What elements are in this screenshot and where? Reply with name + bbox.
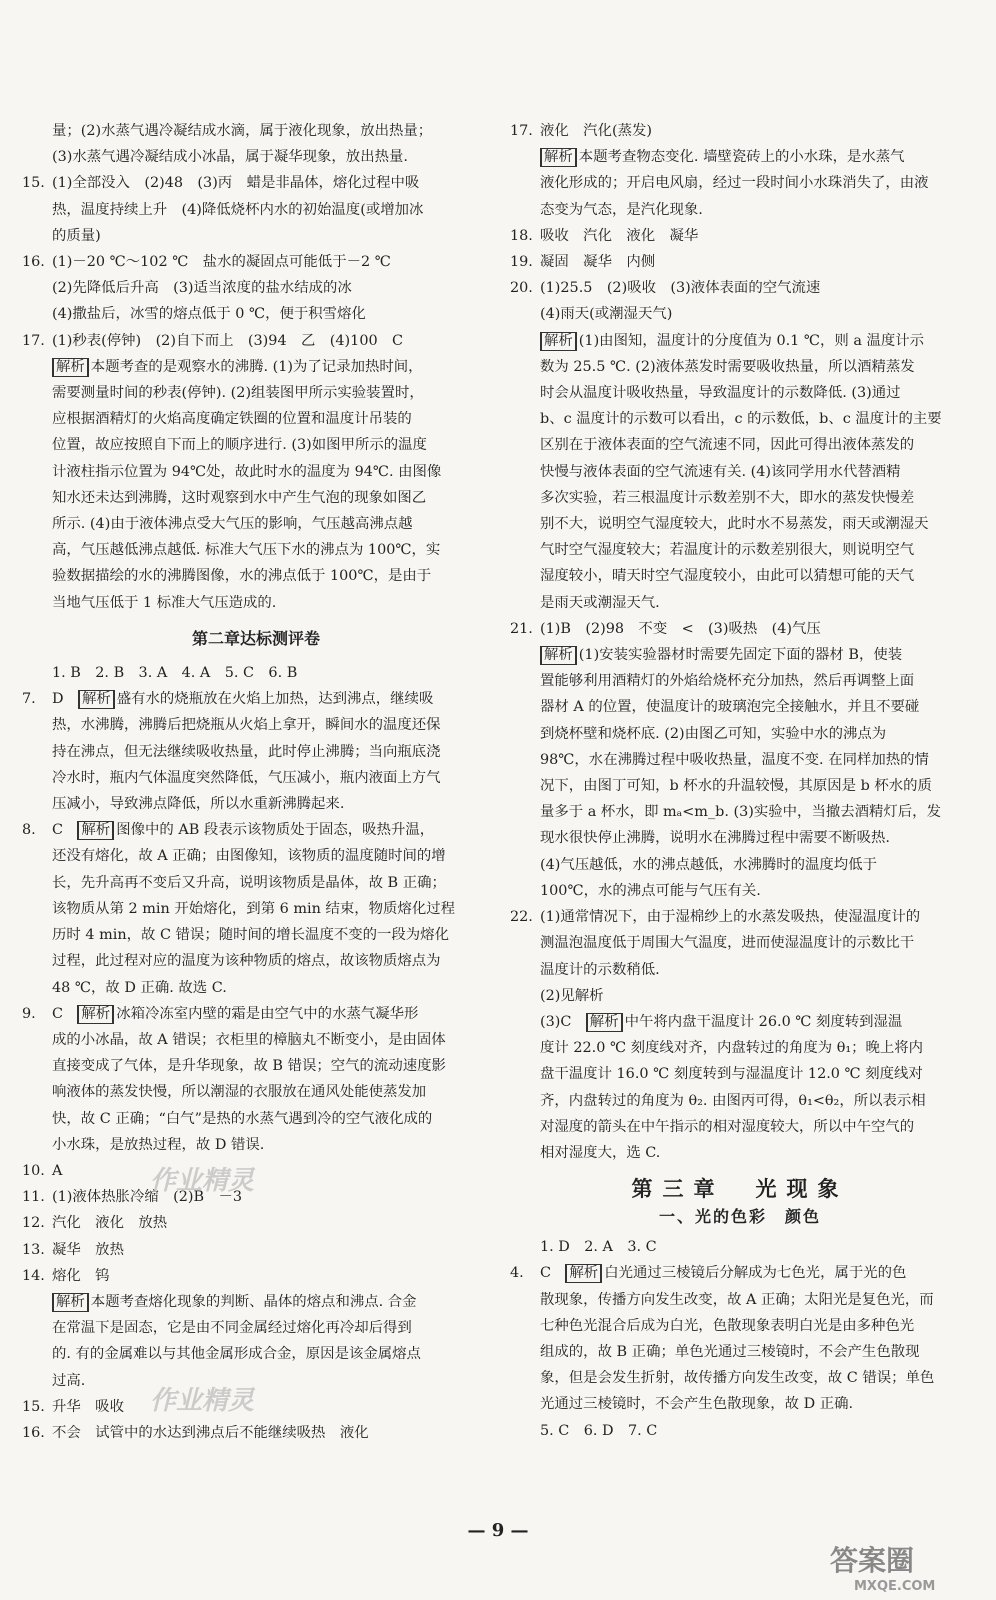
line-text: (1)B (2)98 不变 < (3)吸热 (4)气压 — [540, 620, 821, 637]
line-text: 是雨天或潮湿天气. — [540, 594, 660, 611]
line-text: 齐，内盘转过的角度为 θ₂. 由图丙可得，θ₁<θ₂，所以表示相 — [540, 1092, 926, 1109]
line-text: 置能够利用酒精灯的外焰给烧杯充分加热，然后再调整上面 — [540, 673, 915, 690]
answer-line — [540, 459, 970, 485]
answer-line — [540, 563, 970, 589]
answer-line — [52, 432, 490, 458]
answer-entry — [22, 249, 490, 328]
answer-line — [52, 1210, 490, 1236]
answer-line — [52, 485, 490, 511]
question-number: 14. — [22, 1267, 45, 1284]
answer-entry — [22, 328, 490, 354]
analysis-tag: 解析 — [540, 332, 577, 351]
answer-line — [52, 197, 490, 223]
line-text: 过高. — [52, 1372, 86, 1389]
question-number: 9. — [22, 1005, 36, 1022]
line-text: 盘干温度计 16.0 ℃ 刻度转到与湿温度计 12.0 ℃ 刻度线对 — [540, 1066, 923, 1083]
answer-entry — [510, 904, 970, 1009]
answer-line — [540, 1313, 970, 1339]
answer-entry — [510, 118, 970, 144]
line-text: 时会从温度计吸收热量，导致温度计的示数降低. (3)通过 — [540, 385, 901, 402]
answer-entry — [510, 223, 970, 249]
line-text: 吸收 汽化 液化 凝华 — [540, 227, 699, 244]
line-text: 应根据酒精灯的火焰高度确定铁圈的位置和温度计吊装的 — [52, 411, 412, 428]
answer-entry — [510, 249, 970, 275]
line-text: 计液柱指示位置为 94℃处，故此时水的温度为 94℃. 由图像 — [52, 463, 442, 480]
answer-line — [540, 301, 970, 327]
line-text: (1)全部没入 (2)48 (3)丙 蜡是非晶体，熔化过程中吸 — [52, 175, 420, 192]
question-number: 16. — [22, 254, 45, 271]
answer-line — [52, 459, 490, 485]
site-logo — [822, 1540, 982, 1596]
answer-line — [540, 406, 970, 432]
answer-line — [52, 511, 490, 537]
answer-line — [540, 1114, 970, 1140]
answer-line — [540, 1287, 970, 1313]
answer-line — [52, 301, 490, 327]
answer-entry — [22, 660, 490, 686]
line-text: 盛有水的烧瓶放在火焰上加热，达到沸点，继续吸 — [116, 691, 434, 708]
answer-line — [52, 739, 490, 765]
line-text: 本题考查物态变化. 墙壁瓷砖上的小水珠，是水蒸气 — [578, 149, 905, 166]
question-number: 17. — [510, 123, 533, 139]
answer-line — [540, 249, 970, 275]
line-text: 验数据描绘的水的沸腾图像，水的沸点低于 100℃，是由于 — [52, 568, 432, 585]
line-text: 态变为气态，是汽化现象. — [540, 201, 703, 218]
answer-line — [52, 354, 490, 380]
answer-choice: C — [52, 822, 78, 839]
line-text: 的. 有的金属难以与其他金属形成合金，原因是该金属熔点 — [52, 1346, 421, 1363]
answer-entry — [22, 1001, 490, 1158]
line-text: 98℃，水在沸腾过程中吸收热量，温度不变. 在同样加热的情 — [540, 751, 929, 768]
line-text: (4)撒盐后，冰雪的熔点低于 0 ℃，便于积雪熔化 — [52, 306, 366, 323]
answer-line — [52, 144, 490, 170]
line-text: (1)由图知，温度计的分度值为 0.1 ℃，则 a 温度计示 — [578, 332, 925, 349]
line-text: 中午将内盘干温度计 26.0 ℃ 刻度转到湿温 — [624, 1013, 903, 1030]
answer-line — [540, 1339, 970, 1365]
answer-entry — [22, 1289, 490, 1394]
line-text: 热，温度持续上升 (4)降低烧杯内水的初始温度(或增加冰 — [52, 201, 424, 218]
answer-entry — [22, 1263, 490, 1289]
question-number: 22. — [510, 909, 533, 926]
question-number: 8. — [22, 822, 36, 839]
answer-line — [52, 712, 490, 738]
line-text: 5. C 6. D 7. C — [540, 1422, 658, 1439]
line-text: 升华 吸收 — [52, 1398, 124, 1415]
answer-line — [540, 1418, 970, 1444]
left-column — [22, 118, 490, 1446]
answer-line — [52, 1079, 490, 1105]
answer-line — [52, 1368, 490, 1394]
answer-line — [540, 957, 970, 983]
section-title: 一、光的色彩 颜色 — [658, 1207, 821, 1227]
line-text: 成的小冰晶，故 A 错误；衣柜里的樟脑丸不断变小，是由固体 — [52, 1031, 446, 1048]
answer-entry — [22, 1184, 490, 1210]
line-text: 压减小，导致沸点降低，所以水重新沸腾起来. — [52, 796, 345, 813]
page-number: — 9 — — [467, 1520, 529, 1541]
question-number: 20. — [510, 280, 533, 297]
answer-entry — [22, 354, 490, 616]
answer-line — [52, 590, 490, 616]
answer-line — [52, 948, 490, 974]
answer-line — [52, 922, 490, 948]
line-text: 汽化 液化 放热 — [52, 1215, 168, 1232]
answer-line — [52, 1237, 490, 1263]
answer-entry — [510, 1418, 970, 1444]
line-text: 度计 22.0 ℃ 刻度线对齐，内盘转过的角度为 θ₁；晚上将内 — [540, 1040, 924, 1057]
answer-line — [540, 275, 970, 301]
answer-line — [52, 1263, 490, 1289]
answer-line — [52, 118, 490, 144]
line-text: 相对湿度大，选 C. — [540, 1144, 661, 1161]
analysis-tag: 解析 — [540, 148, 577, 167]
line-text: 凝华 放热 — [52, 1241, 124, 1258]
line-text: 持在沸点，但无法继续吸收热量，此时停止沸腾；当向瓶底浇 — [52, 743, 441, 760]
line-text: 小水珠，是放热过程，故 D 错误. — [52, 1136, 265, 1153]
answer-entry — [22, 686, 490, 817]
line-text: 七种色光混合后成为白光，色散现象表明白光是由多种色光 — [540, 1317, 915, 1334]
line-text: 现水很快停止沸腾，说明水在沸腾过程中需要不断吸热. — [540, 830, 890, 847]
answer-line — [540, 642, 970, 668]
answer-line — [540, 1260, 970, 1286]
answer-line — [52, 686, 490, 712]
answer-line — [540, 144, 970, 170]
line-text: 组成的，故 B 正确；单色光通过三棱镜时，不会产生色散现 — [540, 1343, 920, 1360]
answer-line — [540, 1234, 970, 1260]
question-number: 11. — [22, 1189, 45, 1206]
question-number: 18. — [510, 227, 533, 244]
answer-line — [540, 1061, 970, 1087]
answer-entry — [22, 817, 490, 1000]
answer-line — [52, 275, 490, 301]
question-number: 10. — [22, 1162, 45, 1179]
answer-line — [52, 1053, 490, 1079]
line-text: 本题考查的是观察水的沸腾. (1)为了记录加热时间， — [90, 358, 423, 375]
analysis-tag: 解析 — [565, 1264, 602, 1283]
line-text: 快，故 C 正确；“白气”是热的水蒸气遇到冷的空气液化成的 — [52, 1110, 433, 1127]
line-text: (1)通常情况下，由于湿棉纱上的水蒸发吸热，使湿温度计的 — [540, 909, 921, 926]
line-text: 响液体的蒸发快慢，所以潮湿的衣服放在通风处能使蒸发加 — [52, 1084, 427, 1101]
line-text: 高，气压越低沸点越低. 标准大气压下水的沸点为 100℃，实 — [52, 542, 441, 559]
line-text: 在常温下是固态，它是由不同金属经过熔化再冷却后得到 — [52, 1320, 412, 1337]
line-text: 的质量) — [52, 227, 101, 244]
line-text: 需要测量时间的秒表(停钟). (2)组装图甲所示实验装置时， — [52, 385, 424, 402]
analysis-tag: 解析 — [77, 1005, 114, 1024]
answer-line — [52, 1132, 490, 1158]
line-text: 液化 汽化(蒸发) — [540, 123, 652, 139]
line-text: 气时空气湿度较大；若温度计的示数差别很大，则说明空气 — [540, 542, 915, 559]
line-text: 快慢与液体表面的空气流速有关. (4)该同学用水代替酒精 — [540, 463, 901, 480]
question-number: 7. — [22, 691, 36, 708]
answer-line — [52, 896, 490, 922]
answer-entry — [22, 1394, 490, 1420]
answer-line — [540, 197, 970, 223]
answer-line — [540, 223, 970, 249]
answer-line — [540, 904, 970, 930]
right-column — [510, 118, 970, 1444]
answer-line — [52, 380, 490, 406]
answer-entry — [22, 170, 490, 249]
answer-line — [540, 537, 970, 563]
answer-entry — [510, 1234, 970, 1260]
answer-choice: D — [52, 691, 78, 708]
line-text: 熔化 钨 — [52, 1267, 110, 1284]
line-text: 本题考查熔化现象的判断、晶体的熔点和沸点. 合金 — [90, 1293, 417, 1310]
answer-line — [52, 975, 490, 1001]
answer-line — [52, 660, 490, 686]
answer-entry — [510, 642, 970, 904]
answer-line — [540, 878, 970, 904]
answer-line — [540, 380, 970, 406]
line-text: 白光通过三棱镜后分解成为七色光，属于光的色 — [604, 1265, 907, 1282]
analysis-tag: 解析 — [52, 358, 89, 377]
line-text: 热，水沸腾，沸腾后把烧瓶从火焰上拿开，瞬间水的温度还保 — [52, 717, 441, 734]
answer-line — [52, 1184, 490, 1210]
analysis-tag: 解析 — [52, 1293, 89, 1312]
line-text: 位置，故应按照自下而上的顺序进行. (3)如图甲所示的温度 — [52, 437, 427, 454]
line-text: 所示. (4)由于液体沸点受大气压的影响，气压越高沸点越 — [52, 516, 413, 533]
answer-line — [52, 791, 490, 817]
answer-line — [540, 1035, 970, 1061]
answer-line — [52, 537, 490, 563]
logo-name: 答案圈 — [830, 1544, 915, 1577]
answer-line — [52, 1341, 490, 1367]
logo-url: MXQE.COM — [854, 1579, 936, 1594]
answer-line — [540, 825, 970, 851]
line-text: 区别在于液体表面的空气流速不同，因此可得出液体蒸发的 — [540, 437, 915, 454]
line-text: 象，但是会发生折射，故传播方向发生改变，故 C 错误；单色 — [540, 1370, 935, 1387]
answer-line — [52, 1315, 490, 1341]
line-text: 到烧杯壁和烧杯底. (2)由图乙可知，实验中水的沸点为 — [540, 725, 887, 742]
answer-line — [540, 590, 970, 616]
watermark: 作业精灵 — [150, 1386, 255, 1416]
line-text: 该物质从第 2 min 开始熔化，到第 6 min 结束，物质熔化过程 — [52, 900, 455, 917]
question-number: 12. — [22, 1215, 45, 1232]
answer-line — [540, 1140, 970, 1166]
answer-line — [540, 1009, 970, 1035]
line-text: 温度计的示数稍低. — [540, 961, 660, 978]
line-text: (3)水蒸气遇冷凝结成小冰晶，属于凝华现象，放出热量. — [52, 149, 408, 166]
line-text: 冷水时，瓶内气体温度突然降低，气压减小，瓶内液面上方气 — [52, 769, 441, 786]
answer-line — [540, 328, 970, 354]
answer-line — [52, 1420, 490, 1446]
question-number: 4. — [510, 1265, 524, 1282]
line-text: 量；(2)水蒸气遇冷凝结成水滴，属于液化现象，放出热量； — [52, 123, 433, 139]
answer-entry — [22, 1210, 490, 1236]
answer-line — [540, 799, 970, 825]
answer-entry — [22, 1158, 490, 1184]
answer-line — [540, 930, 970, 956]
answer-line — [540, 721, 970, 747]
line-text: (4)雨天(或潮湿天气) — [540, 306, 673, 323]
answer-entry — [510, 275, 970, 327]
line-text: 48 ℃，故 D 正确. 故选 C. — [52, 979, 227, 996]
line-text: 当地气压低于 1 标准大气压造成的. — [52, 594, 277, 611]
analysis-tag: 解析 — [78, 690, 115, 709]
line-text: (1)秒表(停钟) (2)自下而上 (3)94 乙 (4)100 C — [52, 332, 404, 349]
line-text: b、c 温度计的示数可以看出，c 的示数低，b、c 温度计的主要 — [540, 411, 942, 428]
answer-line — [540, 432, 970, 458]
line-text: (1)安装实验器材时需要先固定下面的器材 B，使装 — [578, 647, 903, 664]
line-text: (2)见解析 — [540, 987, 604, 1004]
answer-line — [540, 1365, 970, 1391]
answer-line — [52, 870, 490, 896]
question-number: 15. — [22, 175, 45, 192]
answer-line — [540, 694, 970, 720]
line-text: 对湿度的箭头在中午指示的相对湿度较大，所以中午空气的 — [540, 1118, 915, 1135]
line-text: 历时 4 min，故 C 错误；随时间的增长温度不变的一段为熔化 — [52, 927, 449, 944]
answer-line — [52, 1289, 490, 1315]
line-text: 别不大，说明空气湿度较大，此时水不易蒸发，雨天或潮湿天 — [540, 516, 929, 533]
line-text: 1. D 2. A 3. C — [540, 1239, 657, 1256]
answer-line — [52, 1001, 490, 1027]
answer-entry — [22, 1420, 490, 1446]
line-text: 散现象，传播方向发生改变，故 A 正确；太阳光是复色光，而 — [540, 1291, 934, 1308]
line-text: 测温泡温度低于周围大气温度，进而使湿温度计的示数比干 — [540, 935, 915, 952]
answer-line — [52, 223, 490, 249]
answer-line — [52, 406, 490, 432]
line-text: 不会 试管中的水达到沸点后不能继续吸热 液化 — [52, 1424, 369, 1441]
line-text: 数为 25.5 ℃. (2)液体蒸发时需要吸收热量，所以酒精蒸发 — [540, 358, 915, 375]
answer-line — [52, 1106, 490, 1132]
line-text: (1)液体热胀冷缩 (2)B －3 — [52, 1189, 243, 1206]
answer-entry — [510, 1260, 970, 1417]
answer-line — [540, 511, 970, 537]
line-text: 知水还未达到沸腾，这时观察到水中产生气泡的现象如图乙 — [52, 489, 427, 506]
line-text: 多次实验，若三根温度计示数差别不大，即水的蒸发快慢差 — [540, 489, 915, 506]
line-text: 过程，此过程对应的温度为该种物质的熔点，故该物质熔点为 — [52, 953, 441, 970]
line-text: 光通过三棱镜时，不会产生色散现象，故 D 正确. — [540, 1396, 854, 1413]
line-text: A — [52, 1162, 63, 1179]
answer-line — [52, 765, 490, 791]
answer-line — [540, 118, 970, 144]
line-text: 冰箱冷冻室内壁的霜是由空气中的水蒸气凝华形 — [116, 1005, 419, 1022]
answer-choice: (3)C — [540, 1013, 586, 1030]
line-text: (1)25.5 (2)吸收 (3)液体表面的空气流速 — [540, 280, 821, 297]
line-text: 100℃，水的沸点可能与气压有关. — [540, 882, 761, 899]
answer-line — [540, 1391, 970, 1417]
answer-line — [540, 485, 970, 511]
section-title: 第三章 光现象 — [631, 1177, 849, 1202]
line-text: (4)气压越低，水的沸点越低，水沸腾时的温度均低于 — [540, 856, 877, 873]
answer-entry — [510, 1009, 970, 1166]
question-number: 15. — [22, 1398, 45, 1415]
answer-line — [540, 170, 970, 196]
answer-line — [52, 328, 490, 354]
line-text: 凝固 凝华 内侧 — [540, 254, 656, 271]
answer-line — [52, 1027, 490, 1053]
answer-line — [540, 852, 970, 878]
line-text: 量多于 a 杯水，即 mₐ<m_b. (3)实验中，当撤去酒精灯后，发 — [540, 804, 941, 821]
answer-line — [52, 817, 490, 843]
analysis-tag: 解析 — [540, 646, 577, 665]
answer-line — [52, 170, 490, 196]
answer-line — [52, 249, 490, 275]
line-text: 长，先升高再不变后又升高，说明该物质是晶体，故 B 正确； — [52, 874, 446, 891]
answer-line — [52, 563, 490, 589]
line-text: 直接变成了气体，是升华现象，故 B 错误；空气的流动速度影 — [52, 1058, 446, 1075]
answer-line — [540, 616, 970, 642]
line-text: 1. B 2. B 3. A 4. A 5. C 6. B — [52, 665, 298, 682]
analysis-tag: 解析 — [77, 821, 114, 840]
question-number: 13. — [22, 1241, 45, 1258]
line-text: (2)先降低后升高 (3)适当浓度的盐水结成的冰 — [52, 280, 352, 297]
line-text: 液化形成的；开启电风扇，经过一段时间小水珠消失了，由液 — [540, 175, 929, 192]
line-text: 还没有熔化，故 A 正确；由图像知，该物质的温度随时间的增 — [52, 848, 446, 865]
analysis-tag: 解析 — [586, 1013, 623, 1032]
question-number: 19. — [510, 254, 533, 271]
answer-entry — [510, 328, 970, 616]
question-number: 21. — [510, 620, 533, 637]
answer-line — [540, 747, 970, 773]
line-text: 器材 A 的位置，使温度计的玻璃泡完全接触水，并且不要碰 — [540, 699, 920, 716]
answer-line — [52, 1158, 490, 1184]
answer-line — [540, 668, 970, 694]
line-text: 湿度较小，晴天时空气湿度较小，由此可以猜想可能的天气 — [540, 568, 915, 585]
answer-line — [540, 773, 970, 799]
answer-choice: C — [540, 1265, 566, 1282]
section-title: 第二章达标测评卷 — [191, 628, 320, 648]
answer-line — [540, 1088, 970, 1114]
answer-entry — [22, 1237, 490, 1263]
answer-line — [52, 843, 490, 869]
line-text: 况下，由图丁可知，b 杯水的升温较慢，其原因是 b 杯水的质 — [540, 778, 932, 795]
answer-entry — [22, 118, 490, 170]
question-number: 17. — [22, 332, 45, 349]
answer-line — [52, 1394, 490, 1420]
answer-entry — [510, 616, 970, 642]
line-text: 图像中的 AB 段表示该物质处于固态，吸热升温， — [116, 822, 435, 839]
answer-choice: C — [52, 1005, 78, 1022]
watermark: 作业精灵 — [150, 1166, 255, 1196]
question-number: 16. — [22, 1424, 45, 1441]
answer-line — [540, 354, 970, 380]
answer-line — [540, 983, 970, 1009]
line-text: (1)－20 ℃～102 ℃ 盐水的凝固点可能低于－2 ℃ — [52, 254, 391, 271]
answer-entry — [510, 144, 970, 223]
